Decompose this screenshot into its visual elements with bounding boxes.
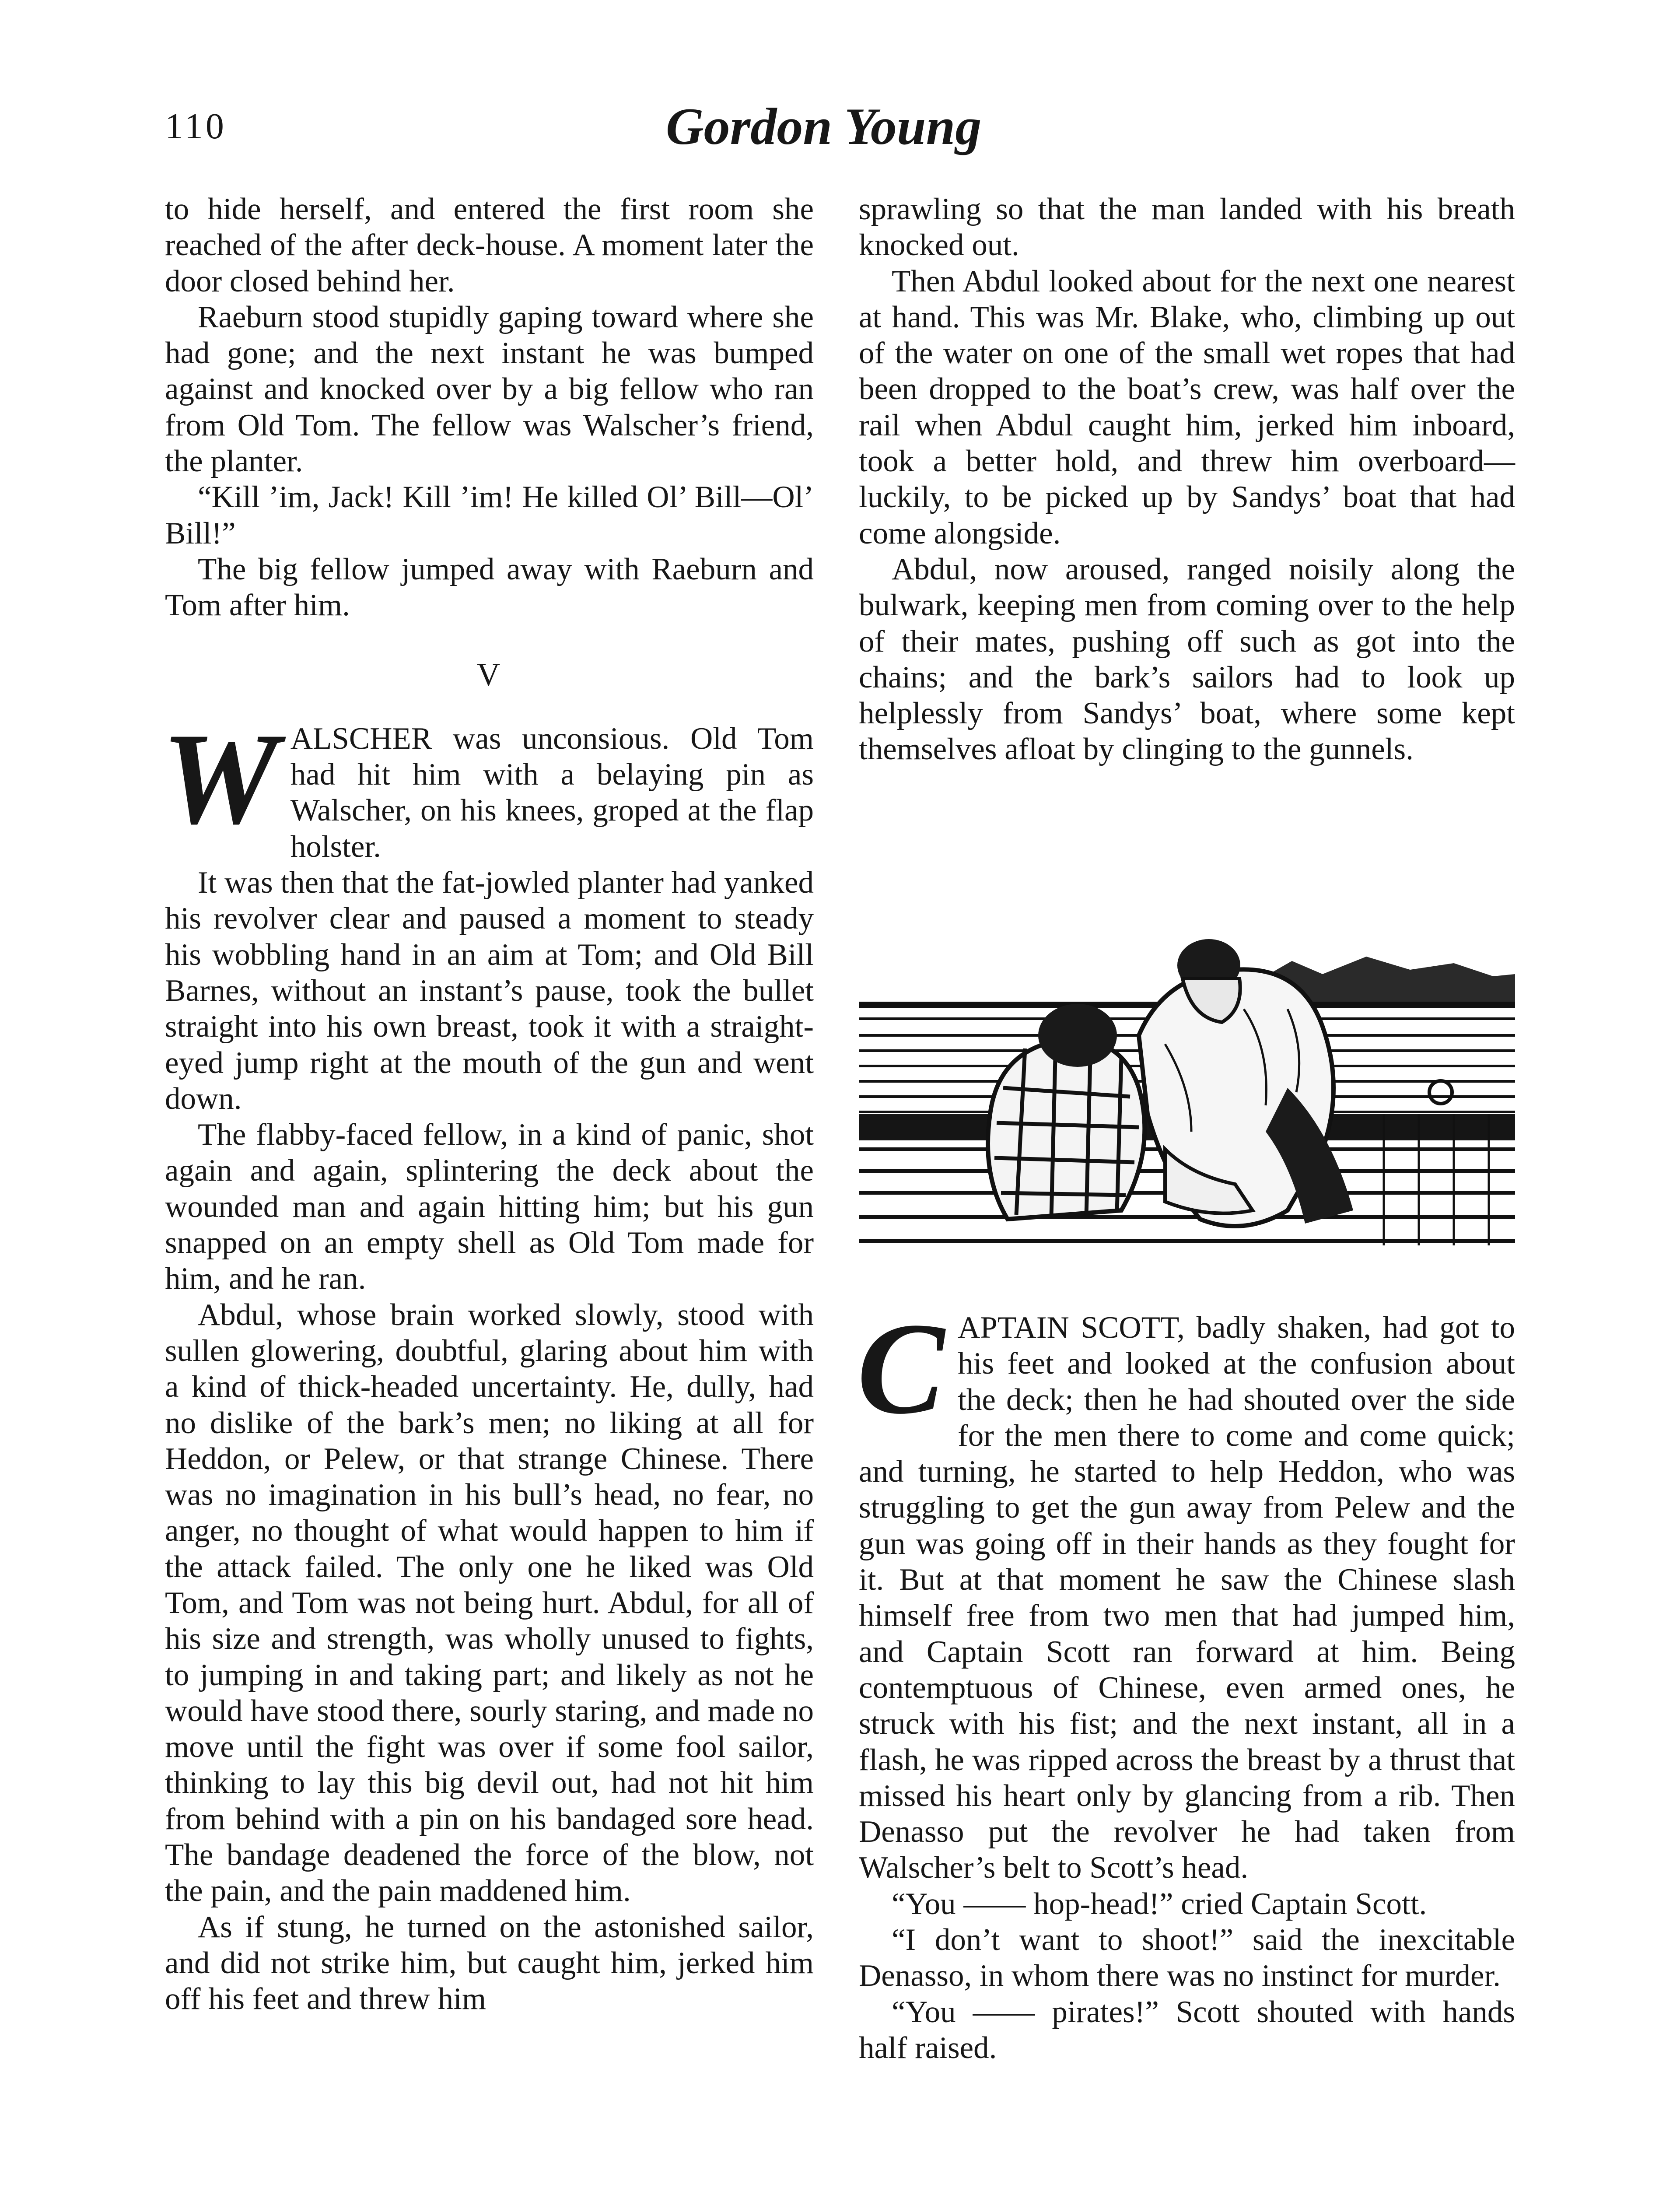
right-column-bottom: [857, 1296, 1515, 2066]
paragraph: The big fellow jumped away with Raeburn and Tom after him.: [165, 552, 814, 623]
paragraph: “You —— hop-head!” cried Captain Scott.: [892, 1886, 1427, 1921]
paragraph: “You —— pirates!” Scott shouted with hands half raised.: [859, 1995, 1515, 2065]
section-number: V: [476, 656, 502, 693]
paragraph: Then Abdul looked about for the next one nearest at hand. This was Mr. Blake, who, climbing up out of the water on one of the small wet ropes that had been dropped to the boat’s crew, was half over the rail when Abdul caught him, jerked him inboard, took a better hold, and threw him overboard—luckily, to be picked up by Sandys’ boat that had come alongside.: [859, 264, 1515, 551]
paragraph: Raeburn stood stupidly gaping toward where she had gone; and the next instant he was bumped against and knocked over by a big fellow who ran from Old Tom. The fellow was Walscher’s friend, the planter.: [165, 300, 814, 479]
right-column-top: [859, 191, 1515, 768]
paragraph: It was then that the fat-jowled planter had yanked his revolver clear and paused a moment to steady his wobbling hand in an aim at Tom; and Old Bill Barnes, without an instant’s pause, took the bullet straight into his own breast, took it with a straight-eyed jump right at the mouth of the gun and went down.: [165, 866, 814, 1116]
paragraph: Abdul, now aroused, ranged noisily along the bulwark, keeping men from coming over to the help of their mates, pushing off such as got into the chains; and the bark’s sailors had to look up helplessly from Sandys’ boat, where some kept themselves afloat by clinging to the gunnels.: [859, 552, 1515, 767]
page-header: [165, 92, 1516, 158]
paragraph: As if stung, he turned on the astonished sailor, and did not strike him, but caught him, jerked him off his feet and threw him: [165, 1910, 814, 2016]
illustration-deck-struggle: [859, 904, 1515, 1250]
drop-cap-w: W: [161, 705, 278, 851]
paragraph: Abdul, whose brain worked slowly, stood with sullen glowering, doubtful, glaring about him with a kind of thick-headed uncertainty. He, dully, had no dislike of the bark’s men; no liking at all for Heddon, or Pelew, or that strange Chinese. There was no imagination in his bull’s head, no fear, no anger, no thought of what would happen to him if the attack failed. The only one he liked was Old Tom, and Tom was not being hurt. Abdul, for all of his size and strength, was wholly unused to fights, to jumping in and taking part; and likely as not he would have stood there, sourly staring, and made no move until the fight was over if some fool sailor, thinking to lay this big devil out, had not hit him from behind with a pin on his bandaged sore head. The bandage deadened the force of the blow, not the pain, and the pain maddened him.: [165, 1297, 814, 1908]
page-number: 110: [165, 106, 227, 147]
paragraph: The flabby-faced fellow, in a kind of panic, shot again and again, splintering the deck about the wounded man and again hitting him; but his gun snapped on an empty shell as Old Tom made for him, and he ran.: [165, 1118, 814, 1296]
left-column: [161, 191, 814, 2017]
paragraph: sprawling so that the man landed with his breath knocked out.: [859, 192, 1515, 263]
paragraph: to hide herself, and entered the first room she reached of the after deck-house. A moment later the door closed behind her.: [165, 192, 814, 298]
paragraph: “I don’t want to shoot!” said the inexcitable Denasso, in whom there was no instinct for murder.: [859, 1923, 1515, 1993]
section-opening-text: ALSCHER was unconsious. Old Tom had hit him with a belaying pin as Walscher, on his knees, groped at the flap holster.: [290, 721, 814, 864]
section-opening-text: APTAIN SCOTT, badly shaken, had got to his feet and looked at the confusion about the deck; then he had shouted over the side for the men there to come and come quick; and turning, he started to help Heddon, who was struggling to get the gun away from Pelew and the gun was going off in their hands as they fought for it. But at that moment he saw the Chinese slash himself free from two men that had jumped him, and Captain Scott ran forward at him. Being contemptuous of Chinese, even armed ones, he struck with his fist; and the next instant, all in a flash, he was ripped across the breast by a thrust that missed his heart only by glancing from a rib. Then Denasso put the revolver he had taken from Walscher’s belt to Scott’s head.: [859, 1311, 1515, 1885]
section-opening-paragraph: [161, 705, 814, 865]
drop-cap-c: C: [857, 1296, 945, 1441]
running-title: Gordon Young: [666, 97, 982, 155]
section-opening-paragraph: [857, 1296, 1515, 1886]
paragraph: “Kill ’im, Jack! Kill ’im! He killed Ol’ Bill—Ol’ Bill!”: [165, 480, 814, 551]
